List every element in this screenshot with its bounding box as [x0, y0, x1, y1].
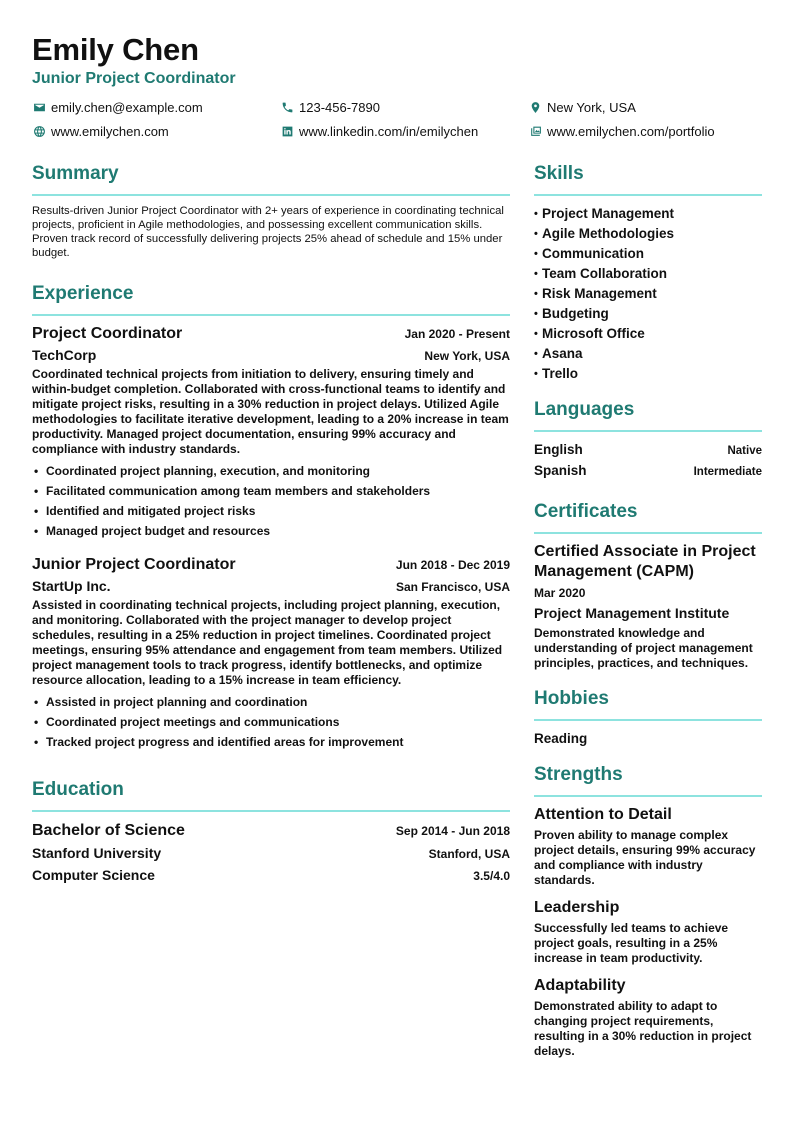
language-name: Spanish — [534, 463, 587, 478]
contact-linkedin-text: www.linkedin.com/in/emilychen — [299, 123, 479, 139]
job-location: New York, USA — [424, 349, 510, 363]
job-company: StartUp Inc. — [32, 578, 111, 594]
section-divider — [32, 314, 510, 316]
education-school: Stanford University — [32, 845, 162, 861]
skill-item: • Team Collaboration — [534, 264, 762, 284]
skills-heading: Skills — [534, 163, 584, 184]
contact-portfolio[interactable] — [528, 122, 762, 140]
language-row — [534, 461, 762, 482]
skills-list — [534, 204, 762, 384]
section-divider — [32, 194, 510, 196]
certificates-section — [534, 500, 762, 671]
job-location: San Francisco, USA — [395, 580, 510, 594]
list-item: • Coordinated project planning, execution, and monitoring — [32, 461, 510, 481]
education-heading: Education — [32, 779, 124, 800]
summary-text: Results-driven Junior Project Coordinator with 2+ years of experience in coordinating technical projects, proficient in Agile methodologies, and possessing excellent communication skills. Proven track record of successfully delivering projects 25% ahead of schedule and 15% under budget. — [32, 205, 504, 259]
languages-section — [534, 398, 762, 482]
job-description: Coordinated technical projects from initiation to delivery, ensuring timely and within-budget completion. Collaborated with cross-functional teams to identify and mitigate project risks, resulting in a 30% reduction in project delays. Utilized Agile methodologies to facilitate iterative development, leading to a 20% increase in team productivity. Managed project documentation, ensuring 99% accuracy and compliance with industry standards. — [32, 367, 509, 456]
certificate-name: Certified Associate in Project Management (CAPM) — [534, 543, 756, 580]
hobby-item: Reading — [534, 731, 588, 746]
language-row — [534, 440, 762, 461]
experience-heading: Experience — [32, 283, 134, 304]
contact-email-text: emily.chen@example.com — [51, 99, 203, 115]
right-column — [534, 162, 762, 1059]
certificate-description: Demonstrated knowledge and understanding of project management principles, practices, and techniques. — [534, 626, 753, 670]
resume-page — [32, 32, 762, 1058]
strengths-heading: Strengths — [534, 764, 623, 785]
section-divider — [32, 810, 510, 812]
section-divider — [534, 795, 762, 797]
job-bullets — [32, 461, 510, 541]
strength-entry — [534, 976, 762, 1059]
skill-item: • Communication — [534, 244, 762, 264]
job-entry — [32, 555, 510, 752]
job-date: Jan 2020 - Present — [404, 327, 510, 341]
languages-heading: Languages — [534, 399, 635, 420]
education-field: Computer Science — [32, 867, 155, 883]
section-divider — [534, 719, 762, 721]
contact-phone-text: 123-456-7890 — [299, 99, 380, 115]
list-item: • Coordinated project meetings and communications — [32, 712, 510, 732]
certificate-date: Mar 2020 — [534, 586, 586, 600]
job-title: Project Coordinator — [32, 325, 183, 342]
left-column — [32, 162, 510, 886]
contact-location-text: New York, USA — [547, 99, 636, 115]
skill-item: • Trello — [534, 364, 762, 384]
section-divider — [534, 430, 762, 432]
strength-title: Adaptability — [534, 977, 626, 994]
job-entry — [32, 324, 510, 541]
skill-item: • Microsoft Office — [534, 324, 762, 344]
contact-phone[interactable] — [280, 98, 528, 116]
skill-item: • Project Management — [534, 204, 762, 224]
list-item: • Assisted in project planning and coordination — [32, 692, 510, 712]
hobbies-heading: Hobbies — [534, 688, 609, 709]
education-gpa: 3.5/4.0 — [473, 869, 510, 883]
section-divider — [534, 532, 762, 534]
list-item: • Facilitated communication among team members and stakeholders — [32, 481, 510, 501]
hobbies-section — [534, 687, 762, 749]
contact-list — [32, 98, 762, 140]
job-date: Jun 2018 - Dec 2019 — [395, 558, 510, 572]
list-item: • Managed project budget and resources — [32, 521, 510, 541]
skill-item: • Budgeting — [534, 304, 762, 324]
skill-item: • Risk Management — [534, 284, 762, 304]
experience-section — [32, 282, 510, 752]
contact-linkedin[interactable] — [280, 122, 528, 140]
candidate-role: Junior Project Coordinator — [32, 70, 236, 87]
strength-entry — [534, 805, 762, 888]
skills-section — [534, 162, 762, 384]
location-icon — [528, 100, 542, 114]
globe-icon — [32, 124, 46, 138]
summary-section — [32, 162, 510, 260]
language-level: Intermediate — [693, 466, 762, 478]
strength-title: Attention to Detail — [534, 806, 672, 823]
contact-website[interactable] — [32, 122, 280, 140]
strength-description: Demonstrated ability to adapt to changing project requirements, resulting in a 30% reduction in project delays. — [534, 999, 752, 1058]
strength-description: Proven ability to manage complex project details, ensuring 99% accuracy and compliance with industry standards. — [534, 828, 756, 887]
skill-item: • Asana — [534, 344, 762, 364]
contact-location — [528, 98, 762, 116]
contact-portfolio-text: www.emilychen.com/portfolio — [547, 123, 715, 139]
list-item: • Tracked project progress and identified areas for improvement — [32, 732, 510, 752]
phone-icon — [280, 100, 294, 114]
candidate-name: Emily Chen — [32, 32, 199, 67]
skill-item: • Agile Methodologies — [534, 224, 762, 244]
job-description: Assisted in coordinating technical projects, including project planning, execution, and monitoring. Collaborated with the project manager to develop project schedules, resulting in a 25% reduction in project timelines. Coordinated project meetings, ensuring 95% attendance and engagement from team members. Utilized project management tools to track progress, identify bottlenecks, and optimize resource allocation, leading to a 15% increase in team efficiency. — [32, 598, 503, 687]
education-location: Stanford, USA — [428, 847, 510, 861]
summary-heading: Summary — [32, 163, 119, 184]
job-title: Junior Project Coordinator — [32, 556, 236, 573]
certificates-heading: Certificates — [534, 501, 638, 522]
education-date: Sep 2014 - Jun 2018 — [395, 824, 510, 838]
portfolio-icon — [528, 124, 542, 138]
certificate-issuer: Project Management Institute — [534, 605, 730, 621]
education-section — [32, 778, 510, 886]
strength-description: Successfully led teams to achieve project goals, resulting in a 25% increase in team productivity. — [534, 921, 729, 965]
education-degree: Bachelor of Science — [32, 822, 185, 839]
list-item: • Identified and mitigated project risks — [32, 501, 510, 521]
job-company: TechCorp — [32, 347, 97, 363]
contact-website-text: www.emilychen.com — [51, 123, 169, 139]
email-icon — [32, 100, 46, 114]
language-name: English — [534, 442, 583, 457]
strength-entry — [534, 898, 762, 966]
strength-title: Leadership — [534, 899, 620, 916]
strengths-section — [534, 763, 762, 1059]
section-divider — [534, 194, 762, 196]
linkedin-icon — [280, 124, 294, 138]
language-level: Native — [727, 445, 762, 457]
job-bullets — [32, 692, 510, 752]
contact-email[interactable] — [32, 98, 280, 116]
